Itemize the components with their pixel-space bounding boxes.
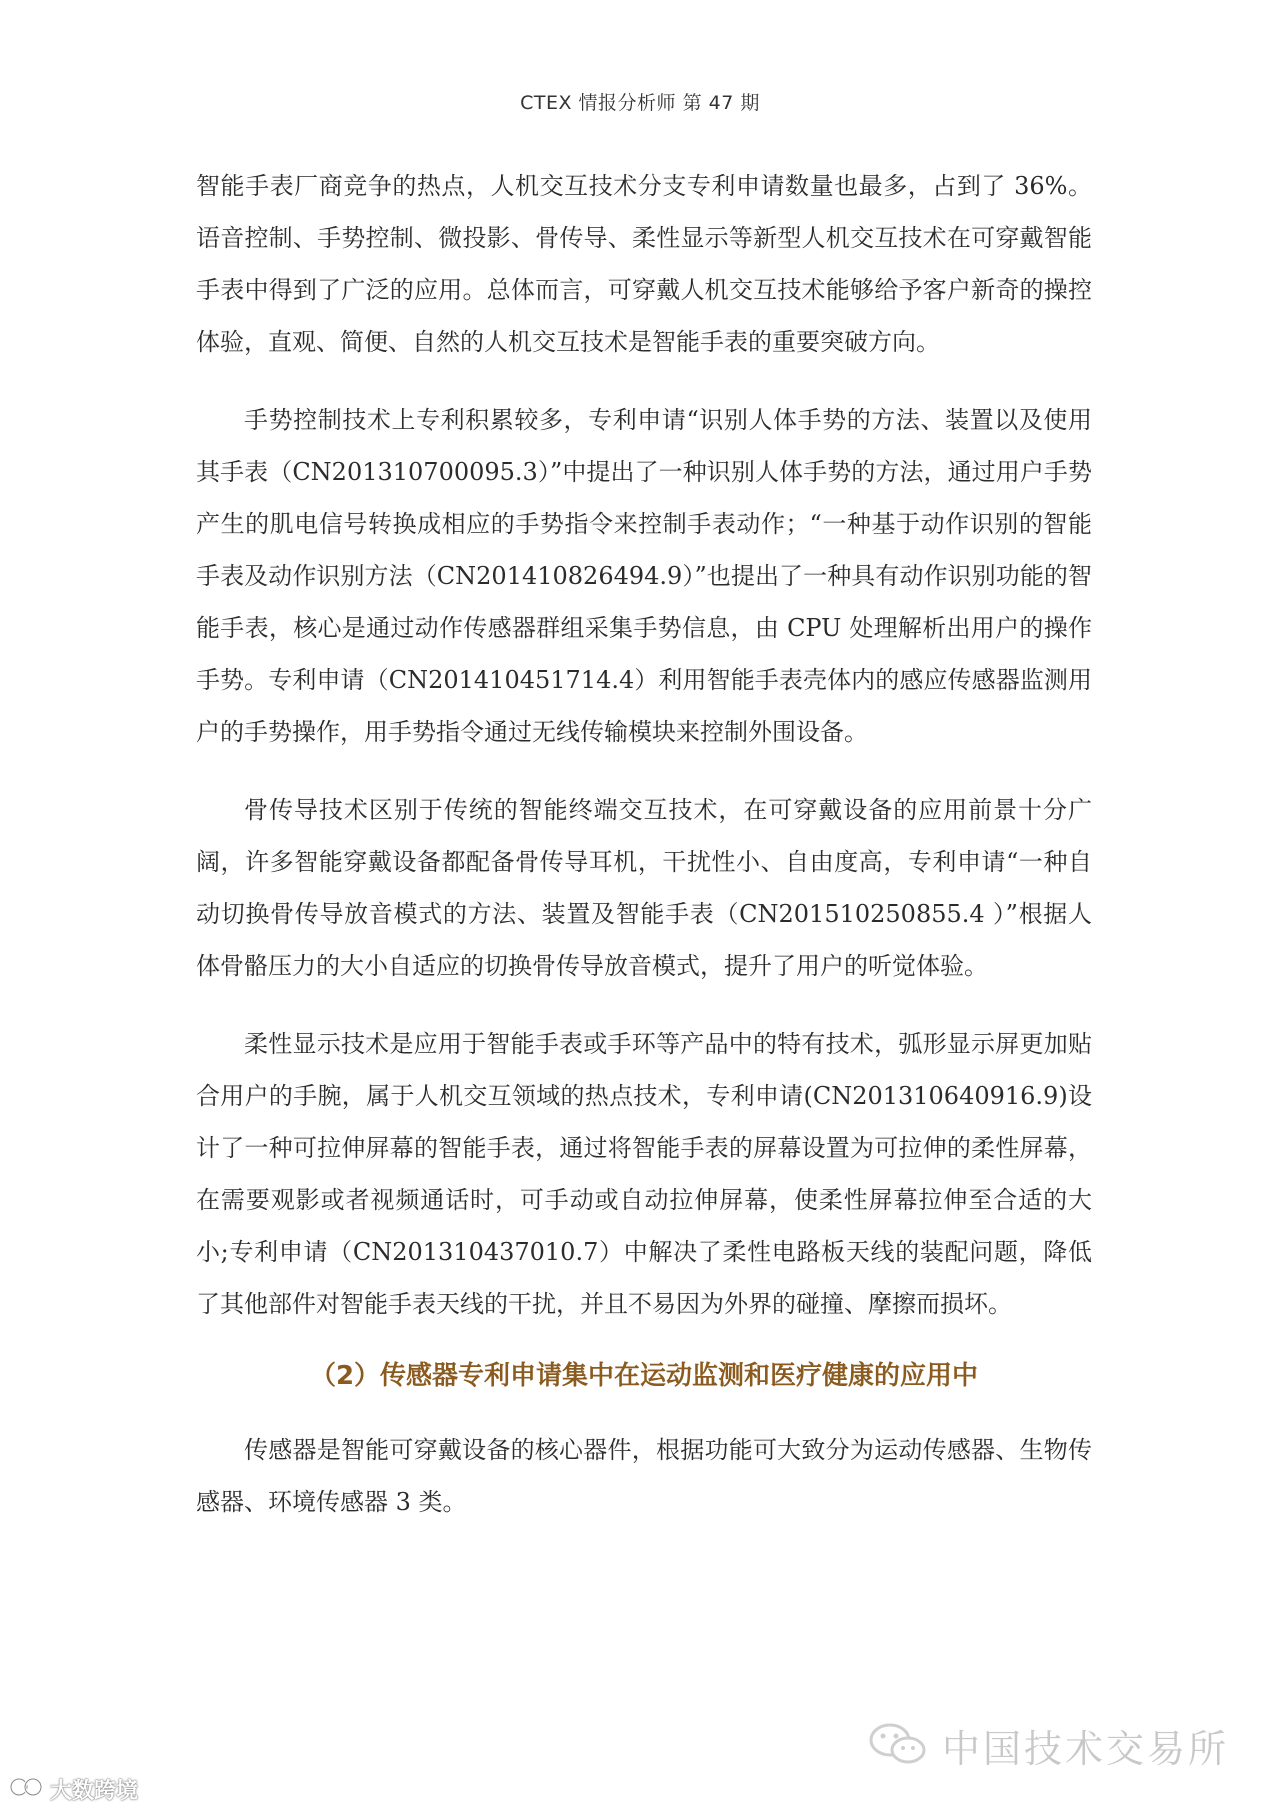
paragraph-2: 手势控制技术上专利积累较多，专利申请“识别人体手势的方法、装置以及使用其手表（CN201310700095.3）”中提出了一种识别人体手势的方法，通过用户手势产生的肌电信号转换成相应的手势指令来控制手表动作；“一种基于动作识别的智能手表及动作识别方法（CN201410826494.9）”也提出了一种具有动作识别功能的智能手表，核心是通过动作传感器群组采集手势信息，由 CPU 处理解析出用户的操作手势。专利申请（CN201410451714.4）利用智能手表壳体内的感应传感器监测用户的手势操作，用手势指令通过无线传输模块来控制外围设备。	[196, 406, 1092, 746]
corner-logo-text: 大数跨境	[50, 1778, 139, 1804]
corner-logo	[8, 1772, 138, 1806]
paragraph-5: 传感器是智能可穿戴设备的核心器件，根据功能可大致分为运动传感器、生物传感器、环境传感器 3 类。	[196, 1436, 1092, 1516]
section-heading: （2）传感器专利申请集中在运动监测和医疗健康的应用中	[309, 1361, 979, 1391]
wechat-watermark	[868, 1718, 1229, 1773]
wechat-icon	[868, 1720, 928, 1772]
paragraph-1: 智能手表厂商竞争的热点，人机交互技术分支专利申请数量也最多，占到了 36%。语音控制、手势控制、微投影、骨传导、柔性显示等新型人机交互技术在可穿戴智能手表中得到了广泛的应用。总体而言，可穿戴人机交互技术能够给予客户新奇的操控体验，直观、简便、自然的人机交互技术是智能手表的重要突破方向。	[196, 172, 1092, 356]
document-body	[196, 160, 1092, 1554]
paragraph-4: 柔性显示技术是应用于智能手表或手环等产品中的特有技术，弧形显示屏更加贴合用户的手腕，属于人机交互领域的热点技术，专利申请(CN201310640916.9)设计了一种可拉伸屏幕的智能手表，通过将智能手表的屏幕设置为可拉伸的柔性屏幕，在需要观影或者视频通话时，可手动或自动拉伸屏幕，使柔性屏幕拉伸至合适的大小;专利申请（CN201310437010.7）中解决了柔性电路板天线的装配问题，降低了其他部件对智能手表天线的干扰，并且不易因为外界的碰撞、摩擦而损坏。	[196, 1030, 1092, 1318]
paragraph-3: 骨传导技术区别于传统的智能终端交互技术，在可穿戴设备的应用前景十分广阔，许多智能穿戴设备都配备骨传导耳机，干扰性小、自由度高，专利申请“一种自动切换骨传导放音模式的方法、装置及智能手表（CN201510250855.4 ）”根据人体骨骼压力的大小自适应的切换骨传导放音模式，提升了用户的听觉体验。	[196, 796, 1092, 980]
logo-icon	[8, 1772, 44, 1806]
watermark-text: 中国技术交易所	[942, 1727, 1230, 1771]
page-header: CTEX 情报分析师 第 47 期	[520, 92, 760, 114]
